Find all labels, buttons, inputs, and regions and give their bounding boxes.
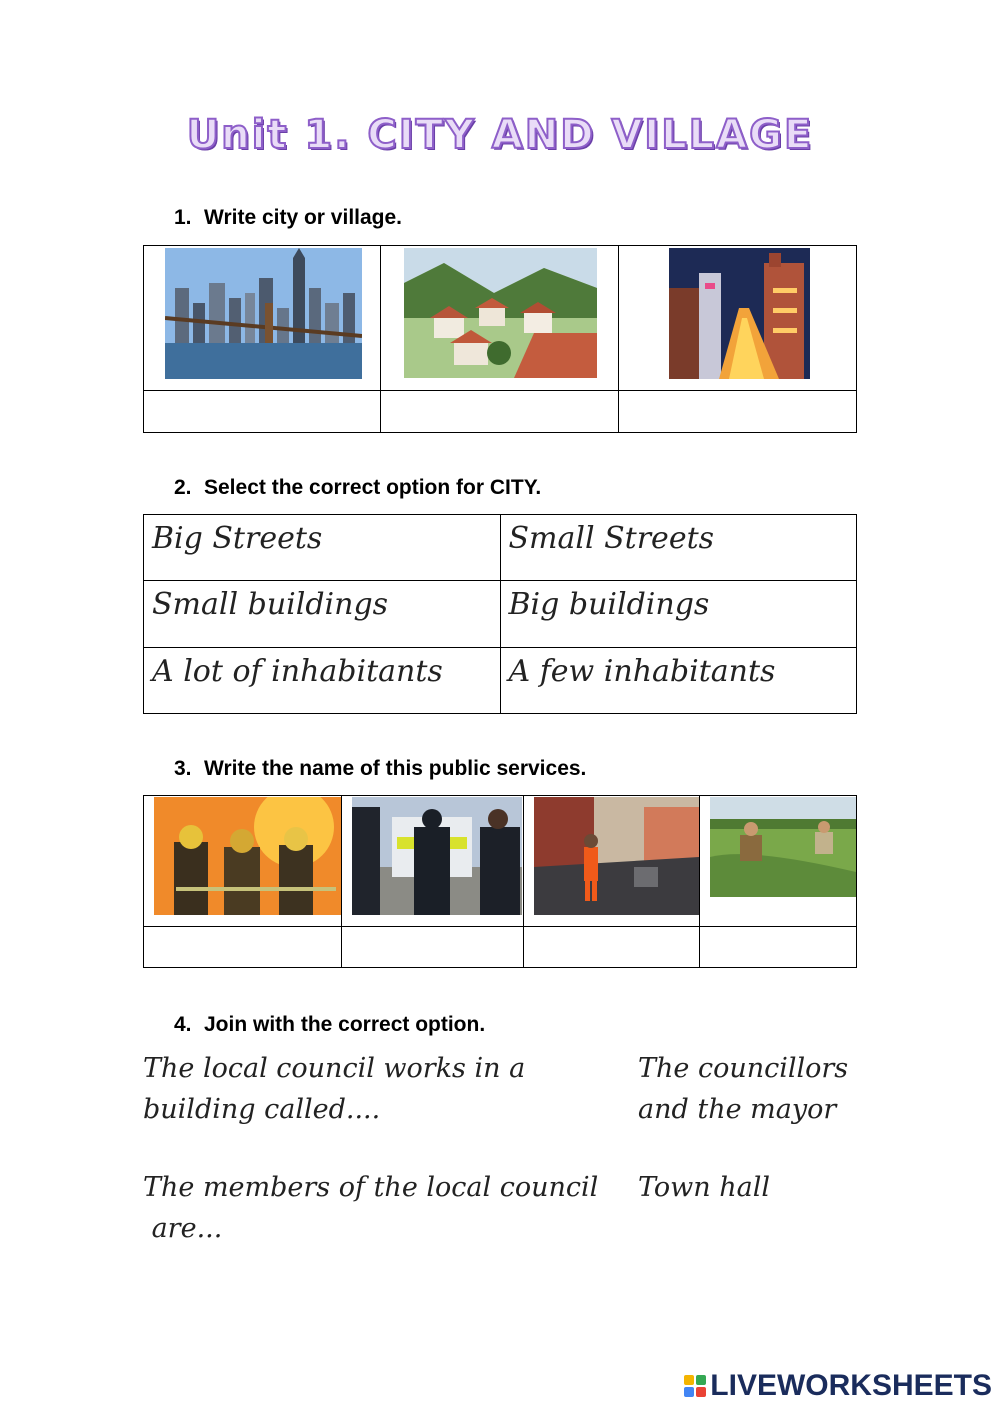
answer-cell[interactable] [699,927,856,968]
section-title: Join with the correct option. [204,1013,486,1036]
image-cell [144,796,342,927]
match-right-item[interactable]: The councillors and the mayor [638,1053,849,1125]
image-cell [342,796,523,927]
section-title: Write city or village. [204,206,403,229]
firefighters-icon [154,797,341,915]
section-title: Write the name of this public services. [204,757,587,780]
city-skyline-icon [165,248,362,379]
section-3-heading [174,757,586,781]
option-cell[interactable]: Small buildings [144,581,501,648]
street-cleaner-icon [534,797,699,915]
answer-cell[interactable] [523,927,699,968]
answer-cell[interactable] [342,927,523,968]
village-houses-icon [404,248,597,378]
match-left-item[interactable]: The local council works in a building called.... [143,1053,526,1125]
answer-cell[interactable] [144,391,381,433]
section-number: 1. [174,206,192,229]
worksheet-title: Unit 1. CITY AND VILLAGE [186,112,814,158]
match-right-item[interactable]: Town hall [638,1172,771,1203]
farmers-field-icon [710,797,856,897]
image-cell [618,246,856,391]
section-number: 3. [174,757,192,780]
section-2-heading [174,476,541,500]
image-cell [699,796,856,927]
match-left-item[interactable]: The members of the local council are... [143,1172,599,1244]
option-cell[interactable]: Small Streets [500,515,857,581]
liveworksheets-logo: LIVEWORKSHEETS [684,1369,992,1403]
public-services-table [143,795,857,968]
image-cell [381,246,618,391]
section-number: 4. [174,1013,192,1036]
city-night-street-icon [669,248,810,379]
image-cell [144,246,381,391]
police-officers-icon [352,797,522,915]
section-number: 2. [174,476,192,499]
option-cell[interactable]: A few inhabitants [500,648,857,714]
section-1-heading [174,206,402,230]
section-title: Select the correct option for CITY. [204,476,542,499]
option-cell[interactable]: Big buildings [500,581,857,648]
option-cell[interactable]: Big Streets [144,515,501,581]
answer-cell[interactable] [381,391,618,433]
option-cell[interactable]: A lot of inhabitants [144,648,501,714]
answer-cell[interactable] [144,927,342,968]
image-cell [523,796,699,927]
answer-cell[interactable] [618,391,856,433]
city-options-table [143,514,857,714]
city-village-table [143,245,857,433]
section-4-heading [174,1013,485,1037]
logo-icon [684,1375,706,1397]
